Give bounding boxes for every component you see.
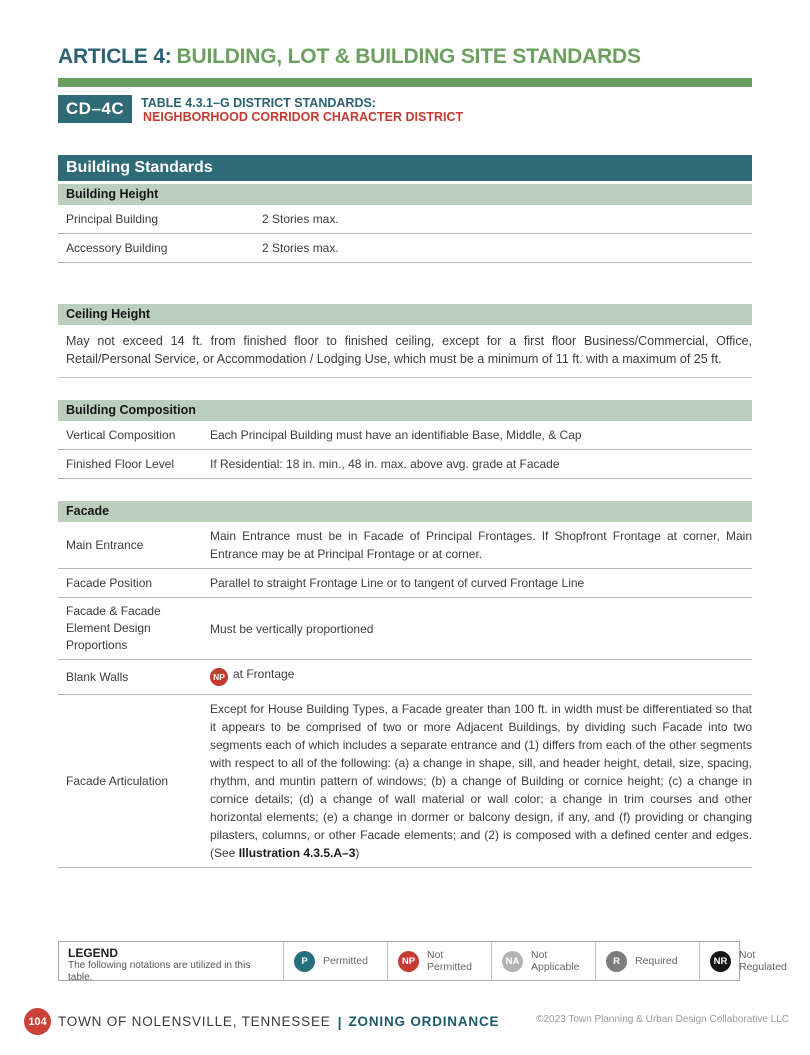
row-value: Each Principal Building must have an identifiable Base, Middle, & Cap — [210, 428, 582, 442]
legend-item-permitted — [283, 942, 387, 980]
illustration-reference: Illustration 4.3.5.A–3 — [238, 846, 356, 860]
articulation-text: Except for House Building Types, a Facade greater than 100 ft. in width must be differentiated so that it appears to be comprised of two or more Adjacent Buildings, by dividing such Facade into two segments each of which includes a separate entrance and (1) differs from each of the other segments with respect to all of the following: (a) a change in shape, sill, and header height, detail, size, spacing, rhythm, and muntin pattern of windows; (b) a change of Building or cornice height; (c) a change in cornice details; (d) a change of wall material or wall color; a change in trim courses and other horizontal elements; (e) a change in dormer or balcony design, if any, and (f) providing or changing pilasters, columns, or other Facade elements; and (2) is composed with a defined center and edges. (See — [210, 702, 752, 860]
row-value: Parallel to straight Frontage Line or to tangent of curved Frontage Line — [210, 576, 585, 590]
row-label: Facade Position — [66, 575, 153, 590]
not-permitted-notation-icon: NP — [210, 668, 228, 686]
section-header-building-standards: Building Standards — [58, 155, 752, 181]
legend-item-label: Not Permitted — [427, 949, 472, 973]
not-applicable-notation-icon: NA — [502, 951, 523, 972]
article-number: ARTICLE 4: — [58, 45, 172, 68]
footer-document-name: ZONING ORDINANCE — [348, 1014, 500, 1029]
legend-box — [58, 941, 787, 983]
not-permitted-notation-icon: NP — [398, 951, 419, 972]
table-row-vertical-composition — [58, 421, 752, 450]
legend-item-label: Not Applicable — [531, 949, 580, 973]
table-row-main-entrance — [58, 522, 752, 569]
legend-item-not-applicable — [491, 942, 595, 980]
legend-item-not-regulated — [699, 942, 803, 980]
articulation-text-end: ) — [355, 846, 360, 860]
legend-item-required — [595, 942, 699, 980]
table-title — [132, 95, 463, 124]
footer-separator: | — [337, 1013, 342, 1030]
table-row-principal-building — [58, 205, 752, 234]
not-regulated-notation-icon: NR — [710, 951, 731, 972]
legend-title: LEGEND — [68, 946, 119, 960]
blank-walls-text: at Frontage — [233, 667, 295, 681]
row-value: Main Entrance must be in Facade of Principal Frontages. If Shopfront Frontage at corner, Main Entrance may be at Principal Frontage or at corner. — [210, 529, 752, 561]
subsection-header-facade: Facade — [58, 501, 752, 522]
subsection-header-building-composition: Building Composition — [58, 400, 752, 421]
permitted-notation-icon: P — [294, 951, 315, 972]
legend-item-label: Required — [635, 955, 678, 967]
row-value — [210, 660, 752, 694]
legend-intro — [59, 942, 283, 983]
table-row-facade-position — [58, 569, 752, 598]
row-label: Vertical Composition — [66, 427, 176, 442]
table-row-facade-articulation — [58, 695, 752, 868]
required-notation-icon: R — [606, 951, 627, 972]
legend-item-not-permitted — [387, 942, 491, 980]
row-value: If Residential: 18 in. min., 48 in. max. above avg. grade at Facade — [210, 457, 560, 471]
row-label: Facade Articulation — [66, 773, 169, 788]
footer-town-name: TOWN OF NOLENSVILLE, TENNESSEE — [58, 1014, 331, 1029]
legend-item-label: Permitted — [323, 955, 368, 967]
footer — [58, 1008, 499, 1035]
table-row-blank-walls — [58, 660, 752, 695]
district-badge: CD–4C — [58, 95, 132, 123]
row-value: 2 Stories max. — [262, 212, 339, 226]
ceiling-height-text: May not exceed 14 ft. from finished floor to finished ceiling, except for a first floor Business/Commercial, Office, Retail/Personal Service, or Accommodation / Lodging Use, which must be a minimum of 11 ft. with a maximum of 25 ft. — [58, 325, 752, 378]
page-number-badge: 104 — [24, 1008, 51, 1035]
row-value — [210, 695, 752, 867]
subsection-header-building-height: Building Height — [58, 184, 752, 205]
row-label: Facade & Facade Element Design Proportions — [66, 604, 161, 652]
row-label: Blank Walls — [66, 669, 129, 684]
table-row-finished-floor-level — [58, 450, 752, 479]
table-row-facade-proportions — [58, 598, 752, 660]
row-label: Principal Building — [66, 211, 159, 226]
article-title: BUILDING, LOT & BUILDING SITE STANDARDS — [176, 45, 641, 68]
row-label: Finished Floor Level — [66, 456, 175, 471]
legend-item-label: Not Regulated — [739, 949, 787, 973]
table-header — [58, 95, 752, 124]
subsection-header-ceiling-height: Ceiling Height — [58, 304, 752, 325]
row-label: Accessory Building — [66, 240, 168, 255]
table-row-accessory-building — [58, 234, 752, 263]
copyright-notice: ©2023 Town Planning & Urban Design Collaborative LLC — [536, 1014, 789, 1025]
row-label: Main Entrance — [66, 537, 144, 552]
table-title-line2: NEIGHBORHOOD CORRIDOR CHARACTER DISTRICT — [143, 110, 464, 124]
table-title-line1: TABLE 4.3.1–G DISTRICT STANDARDS: — [141, 96, 376, 110]
page-title — [58, 0, 752, 69]
row-value: Must be vertically proportioned — [210, 621, 374, 636]
header-divider-bar — [58, 78, 752, 87]
row-value: 2 Stories max. — [262, 241, 339, 255]
legend-subtitle: The following notations are utilized in this table. — [68, 960, 251, 983]
